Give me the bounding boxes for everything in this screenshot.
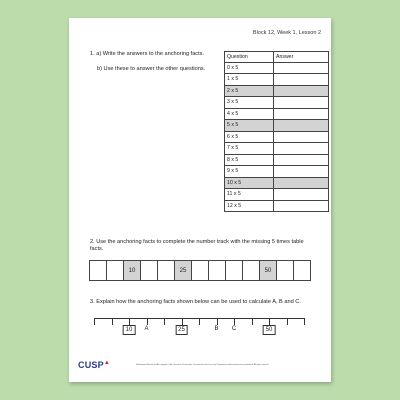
anchoring-facts-table	[224, 51, 329, 212]
answer-cell[interactable]	[274, 108, 329, 120]
question-cell: 8 x 5	[225, 154, 274, 166]
table-row	[225, 154, 329, 166]
question-cell: 2 x 5	[225, 85, 274, 97]
question-column-header: Question	[225, 52, 274, 63]
copyright-fine-print: Mathematics Mastery and Ark copyright © Ark Curriculum Partnerships. Licensed for school use only. Reproduction without permission is prohibited. All rights reserved.	[136, 364, 269, 366]
track-cell: 10	[124, 261, 141, 280]
number-line-known-value: 10	[123, 325, 136, 335]
track-cell[interactable]	[90, 261, 107, 280]
table-row	[225, 74, 329, 86]
question-1b-text: b) Use these to answer the other questions.	[97, 66, 206, 72]
question-cell: 3 x 5	[225, 97, 274, 109]
question-cell: 7 x 5	[225, 143, 274, 155]
track-cell[interactable]	[294, 261, 310, 280]
track-cell[interactable]	[226, 261, 243, 280]
lesson-label: Block 12, Week 1, Lesson 2	[252, 30, 321, 36]
number-line-tick	[217, 318, 218, 325]
answer-cell[interactable]	[274, 131, 329, 143]
question-1a-text: 1. a) Write the answers to the anchoring facts.	[90, 51, 205, 57]
number-line-tick	[269, 318, 270, 325]
number-line-tick	[199, 318, 200, 325]
number-line-unknown-label: C	[231, 326, 237, 332]
track-cell[interactable]	[141, 261, 158, 280]
number-line-tick	[94, 318, 95, 325]
table-row	[225, 166, 329, 178]
table-row	[225, 143, 329, 155]
question-cell: 4 x 5	[225, 108, 274, 120]
answer-cell[interactable]	[274, 200, 329, 212]
answer-cell[interactable]	[274, 166, 329, 178]
table-row	[225, 62, 329, 74]
question-cell: 9 x 5	[225, 166, 274, 178]
track-cell: 25	[175, 261, 192, 280]
table-row	[225, 108, 329, 120]
table-row	[225, 97, 329, 109]
table-row	[225, 131, 329, 143]
question-cell: 0 x 5	[225, 62, 274, 74]
track-cell[interactable]	[243, 261, 260, 280]
answer-cell[interactable]	[274, 62, 329, 74]
number-line-tick	[287, 318, 288, 325]
answer-column-header: Answer	[274, 52, 329, 63]
number-line-tick	[182, 318, 183, 325]
table-row	[225, 120, 329, 132]
number-line	[94, 318, 304, 338]
question-cell: 10 x 5	[225, 177, 274, 189]
number-line-tick	[304, 318, 305, 325]
cusp-logo: CUSP▲	[78, 360, 110, 370]
question-cell: 11 x 5	[225, 189, 274, 201]
question-cell: 12 x 5	[225, 200, 274, 212]
track-cell[interactable]	[158, 261, 175, 280]
track-cell[interactable]	[209, 261, 226, 280]
number-line-unknown-label: A	[144, 326, 149, 332]
number-line-tick	[112, 318, 113, 325]
number-line-known-value: 25	[175, 325, 188, 335]
number-line-tick	[252, 318, 253, 325]
answer-cell[interactable]	[274, 97, 329, 109]
question-2-text: 2. Use the anchoring facts to complete the number track with the missing 5 times table facts.	[90, 239, 304, 253]
number-line-unknown-label: B	[214, 326, 219, 332]
number-line-tick	[147, 318, 148, 325]
answer-cell[interactable]	[274, 154, 329, 166]
answer-cell[interactable]	[274, 143, 329, 155]
number-track	[89, 260, 311, 281]
answer-cell[interactable]	[274, 85, 329, 97]
number-line-tick	[234, 318, 235, 325]
track-cell: 50	[260, 261, 277, 280]
track-cell[interactable]	[192, 261, 209, 280]
table-header-row	[225, 52, 329, 63]
number-line-known-value: 50	[263, 325, 276, 335]
question-cell: 5 x 5	[225, 120, 274, 132]
worksheet-page	[69, 18, 331, 382]
question-3-text: 3. Explain how the anchoring facts shown below can be used to calculate A, B and C.	[90, 299, 301, 305]
table-row	[225, 189, 329, 201]
table-row	[225, 177, 329, 189]
track-cell[interactable]	[277, 261, 294, 280]
table-row	[225, 85, 329, 97]
answer-cell[interactable]	[274, 177, 329, 189]
question-cell: 6 x 5	[225, 131, 274, 143]
question-cell: 1 x 5	[225, 74, 274, 86]
answer-cell[interactable]	[274, 74, 329, 86]
number-line-tick	[129, 318, 130, 325]
table-row	[225, 200, 329, 212]
logo-mark-icon: ▲	[103, 360, 110, 366]
answer-cell[interactable]	[274, 189, 329, 201]
number-line-tick	[164, 318, 165, 325]
track-cell[interactable]	[107, 261, 124, 280]
answer-cell[interactable]	[274, 120, 329, 132]
